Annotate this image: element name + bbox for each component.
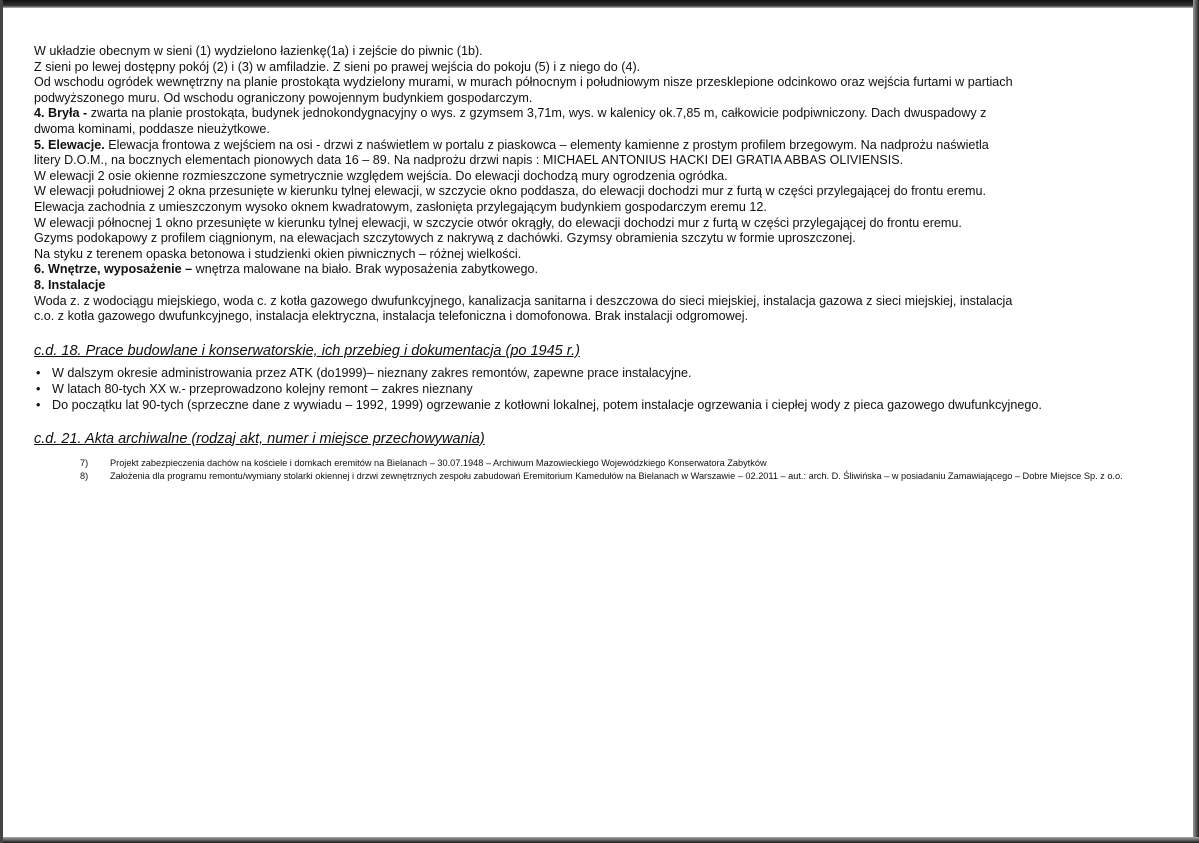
list-item bbox=[34, 381, 1164, 397]
section-4-text: zwarta na planie prostokąta, budynek jednokondygnacyjny o wys. z gzymsem 3,71m, wys. w kalenicy ok.7,85 m, całkowicie podpiwniczony. Dach dwuspadowy z bbox=[90, 106, 987, 121]
section-5-label: 5. Elewacje. bbox=[34, 137, 105, 152]
paragraph-line: W elewacji północnej 1 okno przesunięte w kierunku tylnej elewacji, w szczycie otwór okrągły, do elewacji dochodzi mur z furtą w części przylegającej do frontu eremu. bbox=[34, 215, 962, 230]
section-4-label: 4. Bryła - bbox=[34, 106, 91, 121]
section-6-label: 6. Wnętrze, wyposażenie – bbox=[34, 262, 193, 277]
paragraph-line: Gzyms podokapowy z profilem ciągnionym, na elewacjach szczytowych z nakrywą z dachówki. Gzymsy obramienia szczytu w formie uproszczonej. bbox=[34, 231, 856, 246]
paragraph-line: W układzie obecnym w sieni (1) wydzielono łazienkę(1a) i zejście do piwnic (1b). bbox=[34, 44, 483, 58]
paragraph-line: Od wschodu ogródek wewnętrzny na planie prostokąta wydzielony murami, w murach północnym i południowym nisze przesklepione odcinkowo oraz wejścia furtami w partiach bbox=[34, 75, 1013, 90]
paragraph-line: dwoma kominami, poddasze nieużytkowe. bbox=[34, 121, 270, 136]
bullet-icon: • bbox=[36, 365, 41, 380]
archive-references bbox=[80, 457, 1150, 483]
section-18-heading: c.d. 18. Prace budowlane i konserwatorskie, ich przebieg i dokumentacja (po 1945 r.) bbox=[34, 342, 580, 359]
paragraph-line: Na styku z terenem opaska betonowa i studzienki okien piwnicznych – różnej wielkości. bbox=[34, 246, 522, 261]
reference-text: Założenia dla programu remontu/wymiany stolarki okiennej i drzwi zewnętrznych zespołu zabudowań Eremitorium Kamedułów na Bielanach w Warszawie – 02.2011 – aut.: arch. D. Śliwińska – w posiadaniu Zamawiającego – Dobre Miejsce Sp. z o.o. bbox=[110, 470, 1123, 481]
scan-border-bottom bbox=[0, 837, 1199, 843]
list-item-text: W latach 80-tych XX w.- przeprowadzono kolejny remont – zakres nieznany bbox=[52, 381, 473, 396]
paragraph-line: Woda z. z wodociągu miejskiego, woda c. z kotła gazowego dwufunkcyjnego, kanalizacja sanitarna i deszczowa do sieci miejskiej, instalacja gazowa z sieci miejskiej, instalacja bbox=[34, 293, 1013, 308]
reference-number: 7) bbox=[80, 457, 89, 468]
section-18-list bbox=[34, 365, 1164, 413]
paragraph-line: podwyższonego muru. Od wschodu ograniczony powojennym budynkiem gospodarczym. bbox=[34, 90, 533, 105]
scan-border-left bbox=[0, 0, 3, 843]
section-6-text: wnętrza malowane na biało. Brak wyposażenia zabytkowego. bbox=[192, 262, 539, 277]
paragraph-line: W elewacji południowej 2 okna przesunięte w kierunku tylnej elewacji, w szczycie okno poddasza, do elewacji dochodzi mur z furtą w części przylegającej do frontu eremu. bbox=[34, 184, 986, 199]
bullet-icon: • bbox=[36, 397, 41, 412]
paragraph-line: c.o. z kotła gazowego dwufunkcyjnego, instalacja elektryczna, instalacja telefoniczna i domofonowa. Brak instalacji odgromowej. bbox=[34, 309, 749, 324]
reference-item bbox=[80, 470, 1150, 483]
list-item-text: Do początku lat 90-tych (sprzeczne dane z wywiadu – 1992, 1999) ogrzewanie z kotłowni lokalnej, potem instalacje ogrzewania i ciepłej wody z pieca gazowego dwufunkcyjnego. bbox=[52, 397, 1042, 412]
section-6-line bbox=[34, 262, 1164, 278]
paragraph-line: Elewacja zachodnia z umieszczonym wysoko oknem kwadratowym, zasłonięta przylegającym budynkiem gospodarczym eremu 12. bbox=[34, 199, 767, 214]
reference-number: 8) bbox=[80, 470, 89, 481]
reference-item bbox=[80, 457, 1150, 470]
list-item bbox=[34, 365, 1164, 381]
document-content bbox=[34, 44, 1164, 483]
description-body bbox=[34, 44, 1164, 325]
section-5-line bbox=[34, 138, 1164, 154]
list-item bbox=[34, 397, 1164, 413]
scan-border-right bbox=[1193, 0, 1199, 843]
scan-border-top bbox=[0, 0, 1199, 8]
paragraph-line: W elewacji 2 osie okienne rozmieszczone symetrycznie względem wejścia. Do elewacji dochodzą mury ogrodzenia ogródka. bbox=[34, 168, 728, 183]
section-8-label: 8. Instalacje bbox=[34, 277, 106, 292]
section-21-heading: c.d. 21. Akta archiwalne (rodzaj akt, numer i miejsce przechowywania) bbox=[34, 430, 485, 447]
list-item-text: W dalszym okresie administrowania przez ATK (do1999)– nieznany zakres remontów, zapewne prace instalacyjne. bbox=[52, 365, 692, 380]
section-5-text: Elewacja frontowa z wejściem na osi - drzwi z naświetlem w portalu z piaskowca – elementy kamienne z prostym profilem brzegowym. Na nadprożu naświetla bbox=[104, 137, 989, 152]
section-4-line bbox=[34, 106, 1164, 122]
reference-text: Projekt zabezpieczenia dachów na kościele i domkach eremitów na Bielanach – 30.07.1948 – Archiwum Mazowieckiego Wojewódzkiego Konserwatora Zabytków bbox=[110, 457, 767, 468]
bullet-icon: • bbox=[36, 381, 41, 396]
paragraph-line: litery D.O.M., na bocznych elementach pionowych data 16 – 89. Na nadprożu drzwi napis : MICHAEL ANTONIUS HACKI DEI GRATIA ABBAS OLIVIENSIS. bbox=[34, 153, 904, 168]
paragraph-line: Z sieni po lewej dostępny pokój (2) i (3) w amfiladzie. Z sieni po prawej wejścia do pokoju (5) i z niego do (4). bbox=[34, 59, 641, 74]
